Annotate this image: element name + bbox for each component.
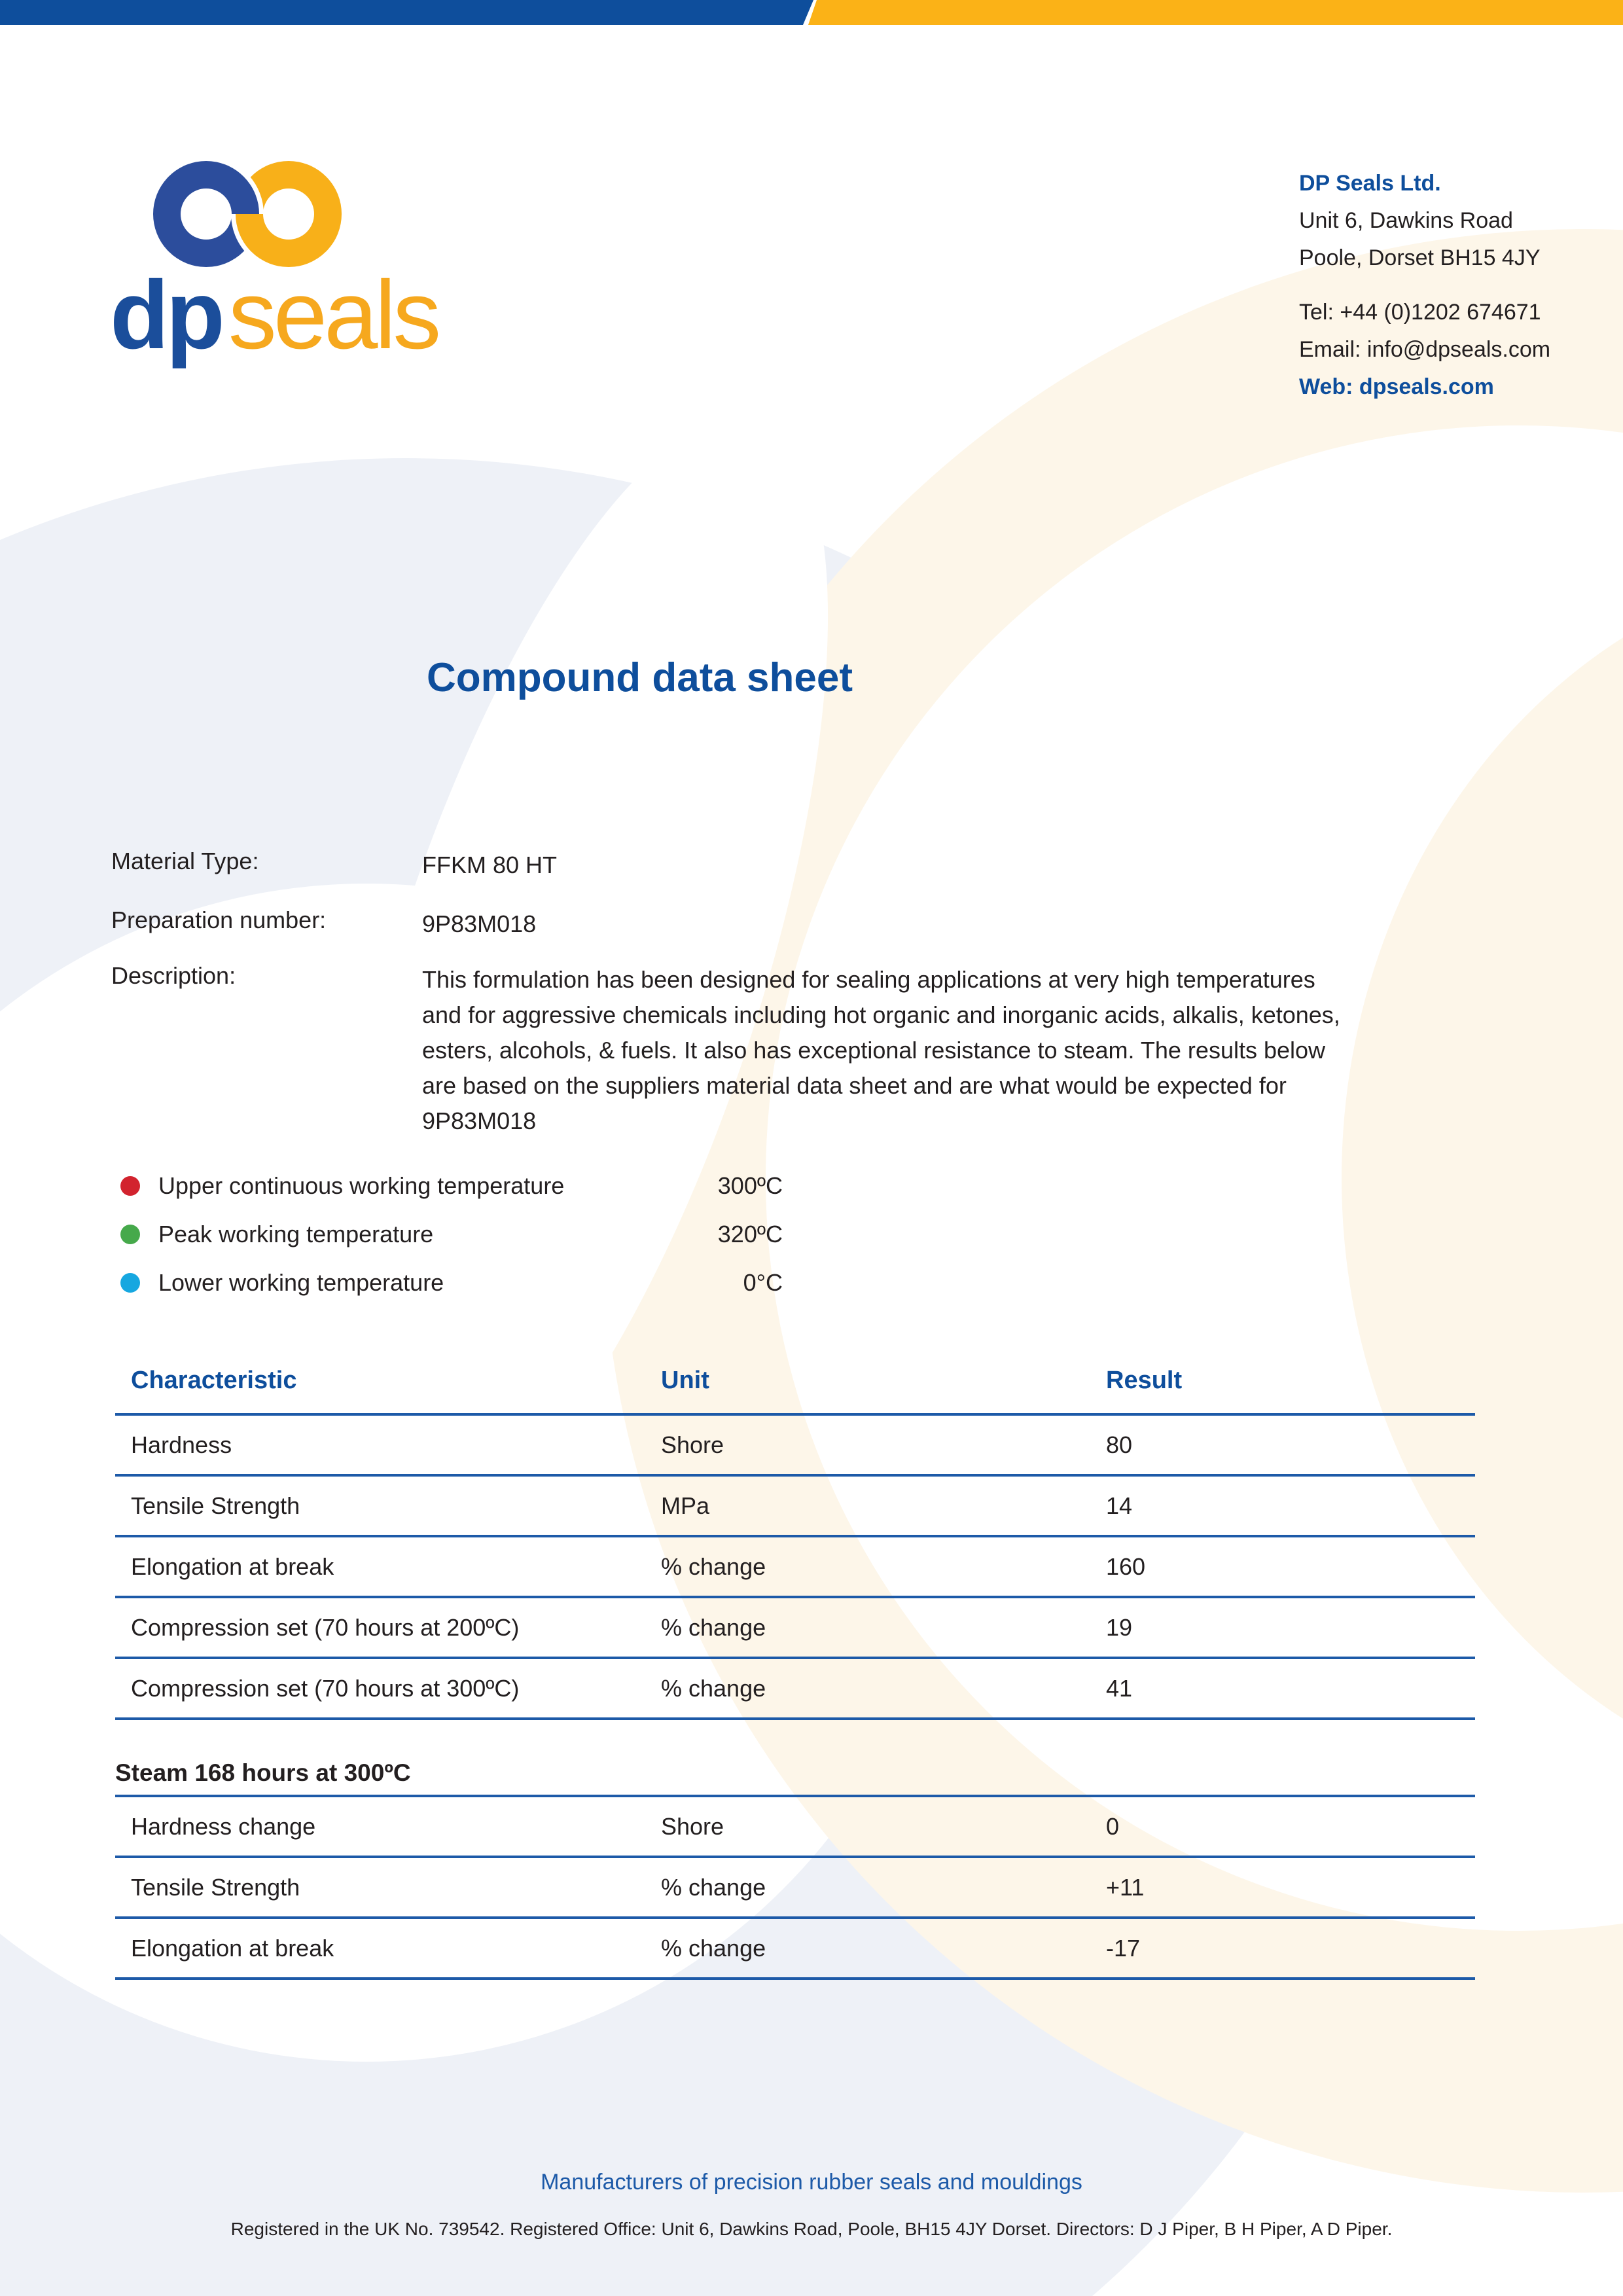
steam-results-table [115, 1751, 1475, 1980]
cell-characteristic: Elongation at break [131, 1934, 334, 1962]
preparation-number-value: 9P83M018 [422, 910, 537, 937]
contact-block [1299, 165, 1550, 406]
cell-result: -17 [1106, 1934, 1141, 1962]
preparation-number-label: Preparation number: [111, 906, 327, 933]
temperature-value: 300ºC [717, 1172, 783, 1199]
cell-result: +11 [1106, 1873, 1145, 1901]
list-item [120, 1210, 783, 1259]
characteristics-table [115, 1348, 1475, 1720]
cell-result: 80 [1106, 1431, 1133, 1458]
cell-characteristic: Tensile Strength [131, 1492, 300, 1519]
temperature-value: 0°C [743, 1269, 783, 1296]
table-row [115, 1416, 1475, 1477]
website-line: Web: dpseals.com [1299, 374, 1494, 399]
cell-unit: % change [661, 1674, 766, 1702]
column-header-unit: Unit [661, 1367, 709, 1394]
cell-result: 0 [1106, 1812, 1120, 1840]
page-title: Compound data sheet [426, 655, 853, 700]
cell-unit: Shore [661, 1812, 724, 1840]
footer-registration-info: Registered in the UK No. 739542. Registered Office: Unit 6, Dawkins Road, Poole, BH15 4JY Dorset. Directors: D J Piper, B H Piper, A D Piper. [230, 2219, 1393, 2239]
cell-unit: Shore [661, 1431, 724, 1458]
table-row [115, 1598, 1475, 1659]
column-header-characteristic: Characteristic [131, 1367, 297, 1394]
cell-characteristic: Hardness [131, 1431, 232, 1458]
material-type-value: FFKM 80 HT [422, 852, 558, 878]
cell-characteristic: Elongation at break [131, 1552, 334, 1580]
cell-result: 14 [1106, 1492, 1133, 1519]
table-row [115, 1858, 1475, 1919]
temperature-label: Upper continuous working temperature [158, 1172, 565, 1199]
table-row [115, 1477, 1475, 1537]
logo-text-dp: dp [110, 261, 222, 369]
address-line-2: Poole, Dorset BH15 4JY [1299, 245, 1541, 270]
cell-result: 160 [1106, 1552, 1146, 1580]
cell-result: 41 [1106, 1674, 1133, 1702]
email-line: Email: info@dpseals.com [1299, 337, 1551, 362]
cell-unit: MPa [661, 1492, 710, 1519]
top-bar-blue-segment [0, 0, 818, 25]
working-temperature-list [120, 1162, 783, 1307]
dp-seals-logo-icon [147, 154, 344, 278]
footer-tagline: Manufacturers of precision rubber seals and mouldings [541, 2170, 1082, 2195]
table-row [115, 1919, 1475, 1980]
cell-unit: % change [661, 1934, 766, 1962]
table-row [115, 1797, 1475, 1858]
table-header-row [115, 1348, 1475, 1416]
blue-bullet-icon [120, 1273, 140, 1293]
logo-text-seals: seals [228, 261, 438, 369]
column-header-result: Result [1106, 1367, 1183, 1394]
cell-characteristic: Tensile Strength [131, 1873, 300, 1901]
temperature-label: Lower working temperature [158, 1269, 444, 1296]
company-name: DP Seals Ltd. [1299, 171, 1441, 196]
contact-spacer [1299, 277, 1550, 294]
green-bullet-icon [120, 1225, 140, 1244]
list-item [120, 1162, 783, 1210]
cell-unit: % change [661, 1873, 766, 1901]
table-row [115, 1537, 1475, 1598]
top-bar-yellow-segment [805, 0, 1623, 25]
logo-wordmark [110, 261, 438, 369]
cell-unit: % change [661, 1552, 766, 1580]
description-label: Description: [111, 962, 236, 989]
red-bullet-icon [120, 1176, 140, 1196]
address-line-1: Unit 6, Dawkins Road [1299, 208, 1513, 233]
cell-unit: % change [661, 1613, 766, 1641]
temperature-value: 320ºC [717, 1221, 783, 1247]
cell-characteristic: Hardness change [131, 1812, 316, 1840]
temperature-label: Peak working temperature [158, 1221, 434, 1247]
cell-characteristic: Compression set (70 hours at 200ºC) [131, 1613, 520, 1641]
table-row [115, 1659, 1475, 1720]
telephone-line: Tel: +44 (0)1202 674671 [1299, 300, 1541, 325]
list-item [120, 1259, 783, 1307]
cell-characteristic: Compression set (70 hours at 300ºC) [131, 1674, 520, 1702]
cell-result: 19 [1106, 1613, 1133, 1641]
material-type-label: Material Type: [111, 848, 259, 874]
description-value: This formulation has been designed for sealing applications at very high temperatures and for aggressive chemicals including hot organic and inorganic acids, alkalis, ketones, esters, alcohols, & fuels. It also has exceptional resistance to steam. The results below are based on the suppliers material data sheet and are what would be expected for 9P83M018 [422, 966, 1340, 1134]
steam-section-title: Steam 168 hours at 300ºC [115, 1751, 1475, 1797]
